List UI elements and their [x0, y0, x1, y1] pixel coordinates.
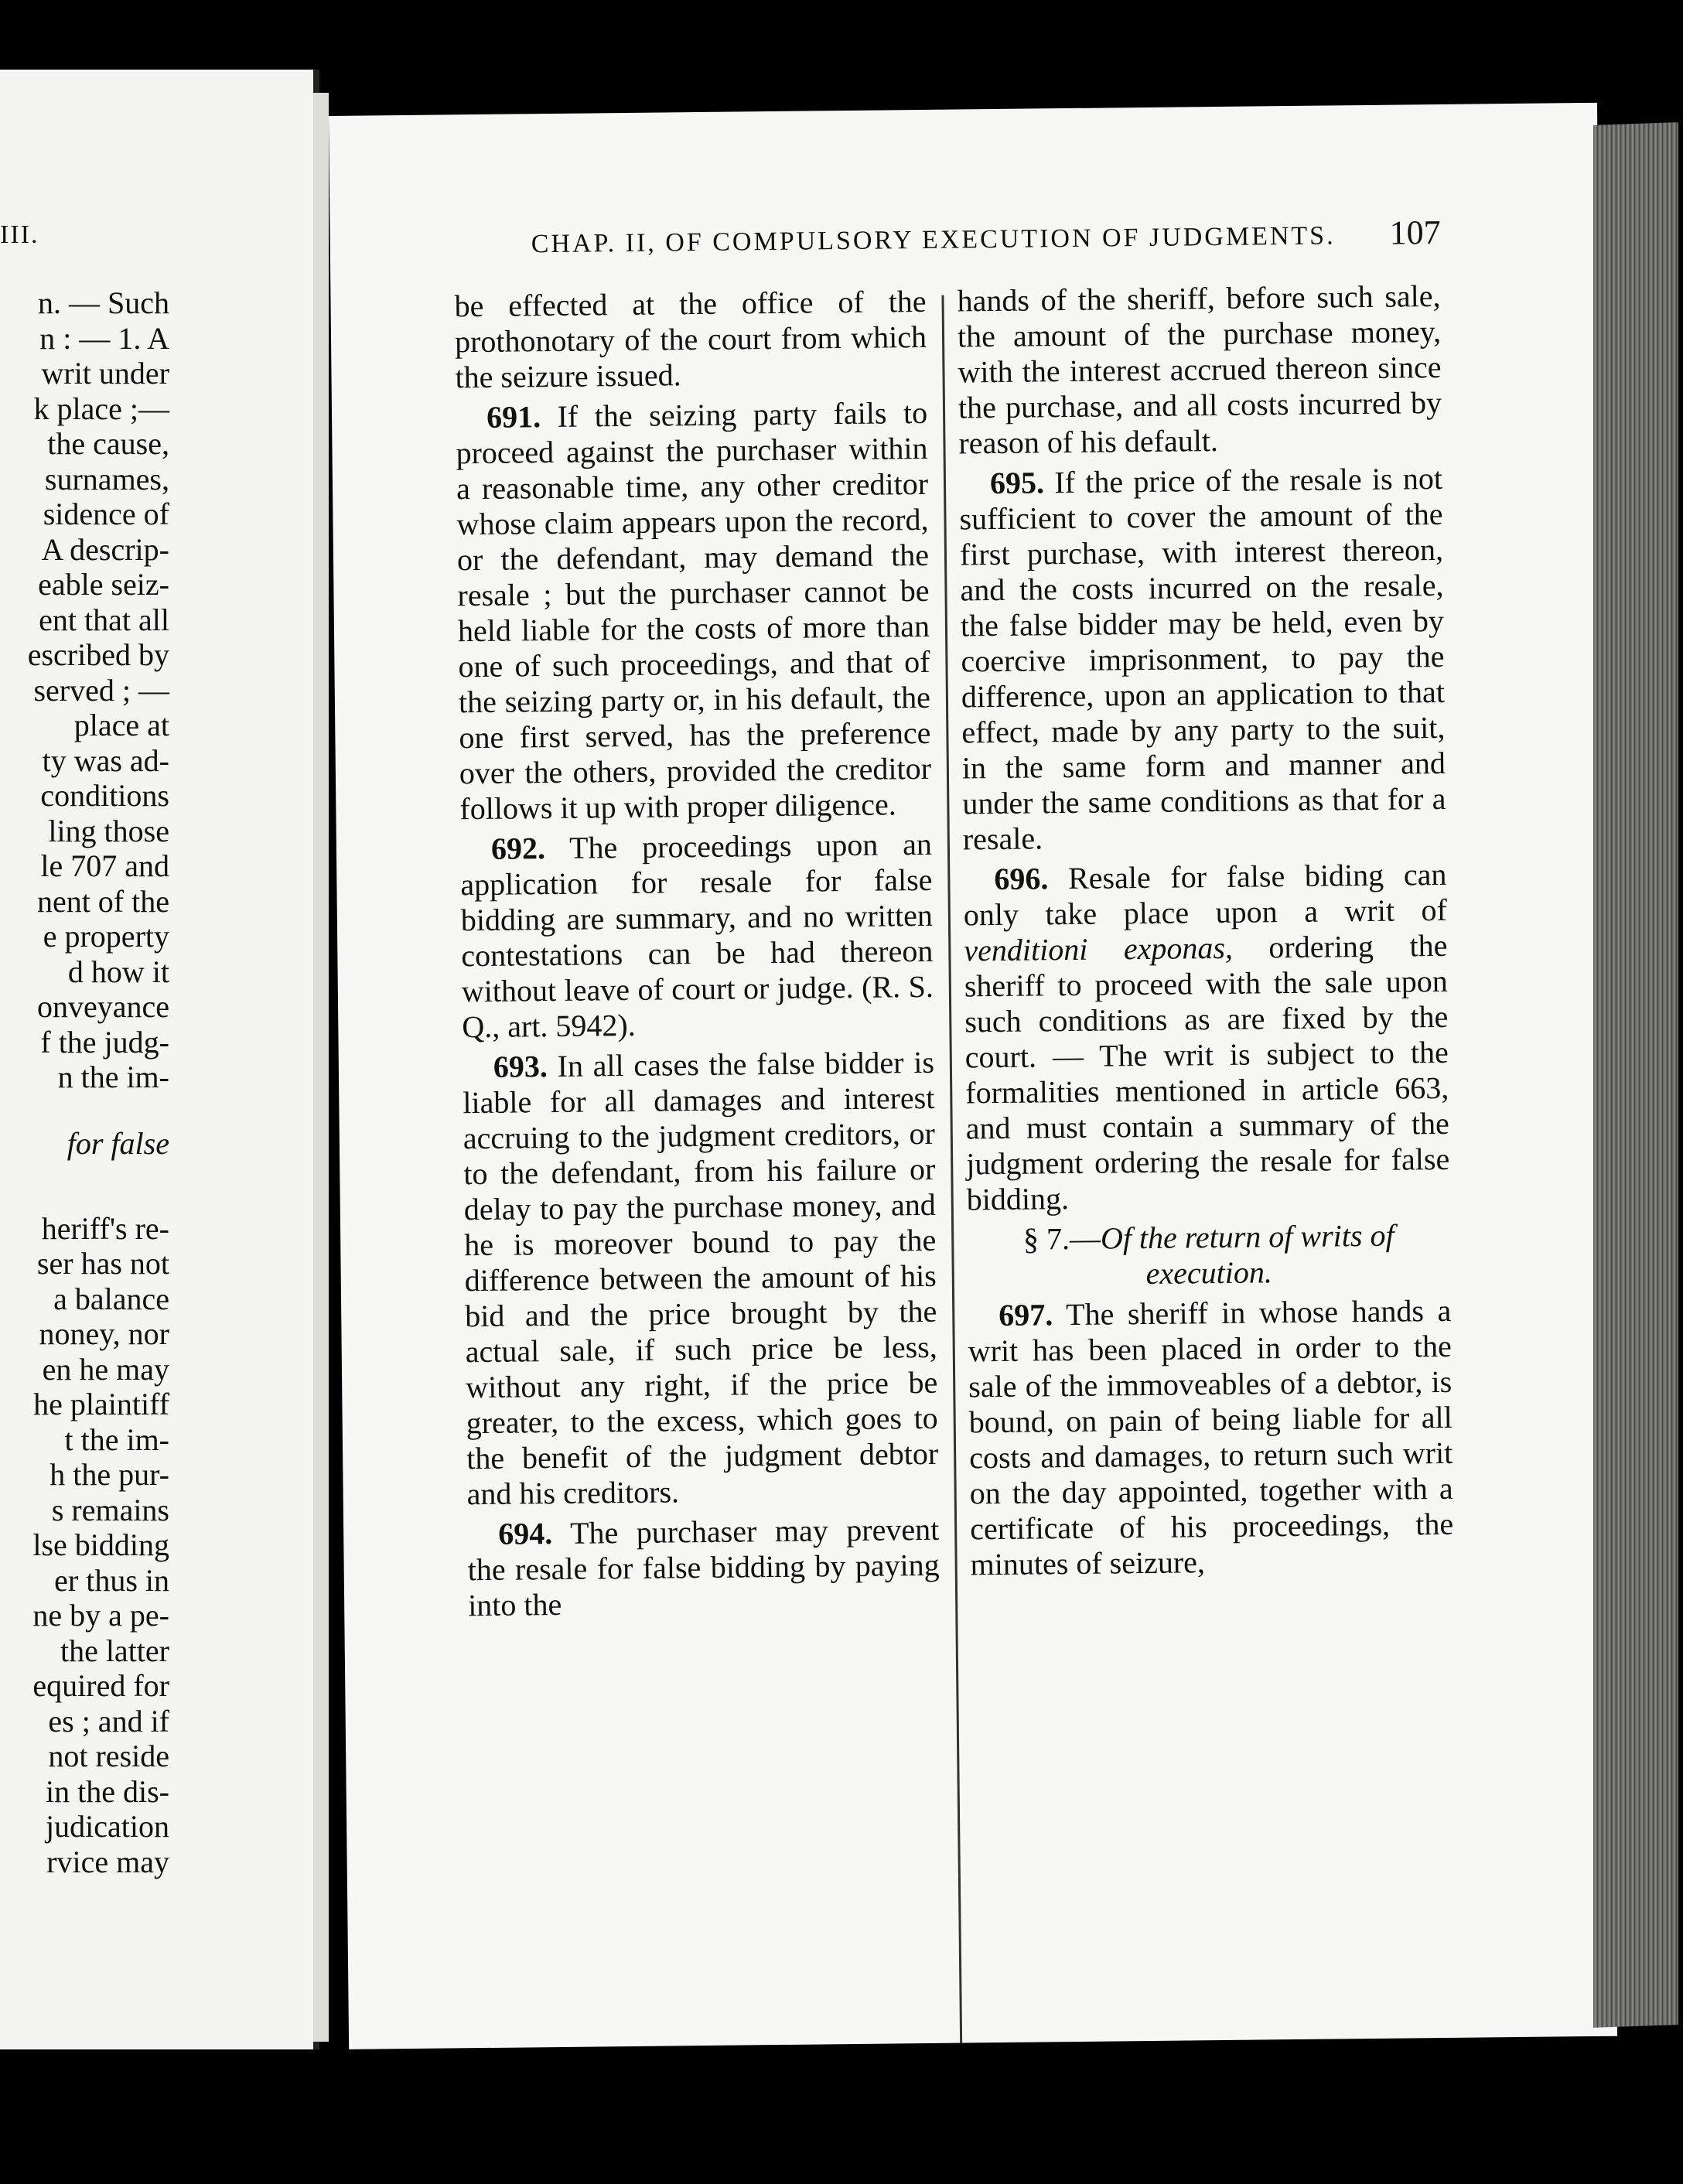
article-italic-term: venditioni exponas,	[964, 930, 1234, 968]
article-number: 691.	[486, 399, 541, 435]
left-page-line: surnames,	[44, 461, 169, 497]
left-page-line: k place ;—	[33, 391, 169, 426]
article-697	[968, 1293, 1454, 1583]
left-page-line: t the im-	[64, 1421, 169, 1457]
section-heading	[967, 1217, 1451, 1294]
article-696	[963, 857, 1450, 1218]
left-page-line: a balance	[53, 1281, 169, 1316]
article-text: ordering the sheriff to proceed with the sale upon such conditions as are fixed by the court. — The writ is subject to the formalities mentioned in article 663, and must contain a summary of the judgment ordering the resale for false bidding.	[964, 927, 1450, 1217]
left-page-line: s remains	[51, 1492, 169, 1527]
article-694	[467, 1512, 940, 1623]
left-page-line: le 707 and	[40, 848, 169, 883]
left-page-line: writ under	[41, 356, 169, 391]
left-page-header: III.	[0, 220, 39, 249]
left-page-line: place at	[73, 708, 169, 742]
left-page-line: A descrip-	[41, 531, 169, 567]
left-page-line: eable seiz-	[38, 567, 169, 602]
page-number: 107	[1389, 213, 1441, 252]
article-text: The sheriff in whose hands a writ has been placed in order to the sale of the immoveables of a debtor, is bound, on pain of being liable for all costs and damages, to return such writ on the day appointed, together with a certificate of his proceedings, the minutes of seizure,	[968, 1292, 1454, 1582]
article-number: 694.	[497, 1516, 553, 1551]
paragraph-continuation: hands of the sheriff, before such sale, the amount of the purchase money, with the interest accrued thereon since the purchase, and all costs incurred by reason of his default.	[957, 278, 1442, 461]
article-text: Resale for false biding can only take place upon a writ of	[963, 856, 1448, 933]
right-column	[957, 278, 1454, 1587]
article-number: 696.	[994, 861, 1049, 897]
left-page-line: rvice may	[46, 1844, 169, 1879]
left-page-line: d how it	[67, 954, 169, 989]
left-page-line: conditions	[40, 778, 169, 813]
left-page-line: ling those	[48, 813, 169, 848]
book-gutter	[313, 93, 329, 2042]
left-page-line: ty was ad-	[42, 742, 169, 778]
left-page-line: er thus in	[54, 1562, 169, 1598]
section-title: Of the return of writs of execution.	[1100, 1217, 1395, 1292]
left-page-line: nent of the	[36, 883, 169, 919]
left-page-line: lse bidding	[32, 1527, 169, 1562]
article-text: In all cases the false bidder is liable for all damages and interest accruing to the judgment creditors, or to the defendant, from his failure or delay to pay the purchase money, and he is moreover bound to pay the difference between the amount of his bid and the price brought by the actual sale, if such price be less, without any right, if the price be greater, to the excess, which goes to the benefit of the judgment debtor and his creditors.	[463, 1044, 939, 1512]
left-page-line: n the im-	[57, 1060, 169, 1094]
left-page-line: in the dis-	[46, 1773, 169, 1809]
left-page-line: judication	[46, 1809, 169, 1844]
left-page-line: h the pur-	[50, 1457, 169, 1492]
article-692	[460, 827, 934, 1045]
left-page-line: the latter	[60, 1633, 169, 1668]
left-page-line: e property	[43, 919, 169, 954]
left-page-line: n. — Such	[38, 285, 169, 320]
article-691	[456, 395, 932, 827]
left-page-line: en he may	[42, 1351, 169, 1387]
left-page-line: equired for	[32, 1668, 169, 1703]
left-page-line: served ; —	[33, 672, 169, 708]
left-page-line: n : — 1. A	[39, 320, 169, 356]
page-edge	[1593, 122, 1678, 2028]
article-695	[959, 461, 1446, 858]
left-page-line: heriff's re-	[41, 1210, 169, 1246]
left-page-line: onveyance	[36, 989, 169, 1024]
section-number: § 7.—	[1022, 1220, 1101, 1257]
article-number: 697.	[999, 1297, 1053, 1333]
article-693	[463, 1045, 939, 1512]
left-page-line: the cause,	[47, 426, 169, 461]
left-page-line: noney, nor	[39, 1316, 169, 1351]
left-page	[0, 70, 319, 2049]
left-page-line: escribed by	[27, 637, 169, 672]
article-text: The proceedings upon an application for resale for false bidding are summary, and no written contestations can be had thereon without leave of court or judge. (R. S. Q., art. 5942).	[460, 826, 934, 1045]
article-number: 695.	[989, 465, 1045, 501]
article-text: If the seizing party fails to proceed against the purchaser within a reasonable time, any other creditor whose claim appears upon the record, or the defendant, may demand the resale ; but the purchaser cannot be held liable for the costs of more than one of such proceedings, and that of the seizing party or, in his default, the one first served, has the preference over the others, provided the creditor follows it up with proper diligence.	[456, 394, 932, 827]
left-page-line: ser has not	[36, 1246, 169, 1281]
article-text: If the price of the resale is not sufficient to cover the amount of the first purchase, with interest thereon, and the costs incurred on the resale, the false bidder may be held, even by coercive imprisonment, to pay the difference, upon an application to that effect, made by any party to the suit, in the same form and manner and under the same conditions as that for a resale.	[959, 460, 1446, 857]
left-column	[454, 284, 940, 1628]
right-page	[329, 103, 1617, 2049]
left-page-line: not reside	[48, 1739, 169, 1773]
running-head: CHAP. II, OF COMPULSORY EXECUTION OF JUDGMENTS.	[531, 221, 1336, 259]
paragraph-continuation: be effected at the office of the prothonotary of the court from which the seizure issued.	[454, 283, 927, 395]
article-number: 693.	[493, 1049, 548, 1084]
article-number: 692.	[490, 831, 546, 866]
left-page-line: sidence of	[43, 497, 169, 531]
article-text: The purchaser may prevent the resale for false bidding by paying into the	[467, 1511, 940, 1623]
left-page-line: ne by a pe-	[32, 1598, 169, 1633]
left-page-line: he plaintiff	[33, 1387, 169, 1421]
left-page-line: es ; and if	[48, 1703, 169, 1739]
left-page-line: ent that all	[39, 602, 169, 637]
left-page-line: f the judg-	[40, 1024, 169, 1060]
left-page-line: for false	[67, 1125, 169, 1161]
